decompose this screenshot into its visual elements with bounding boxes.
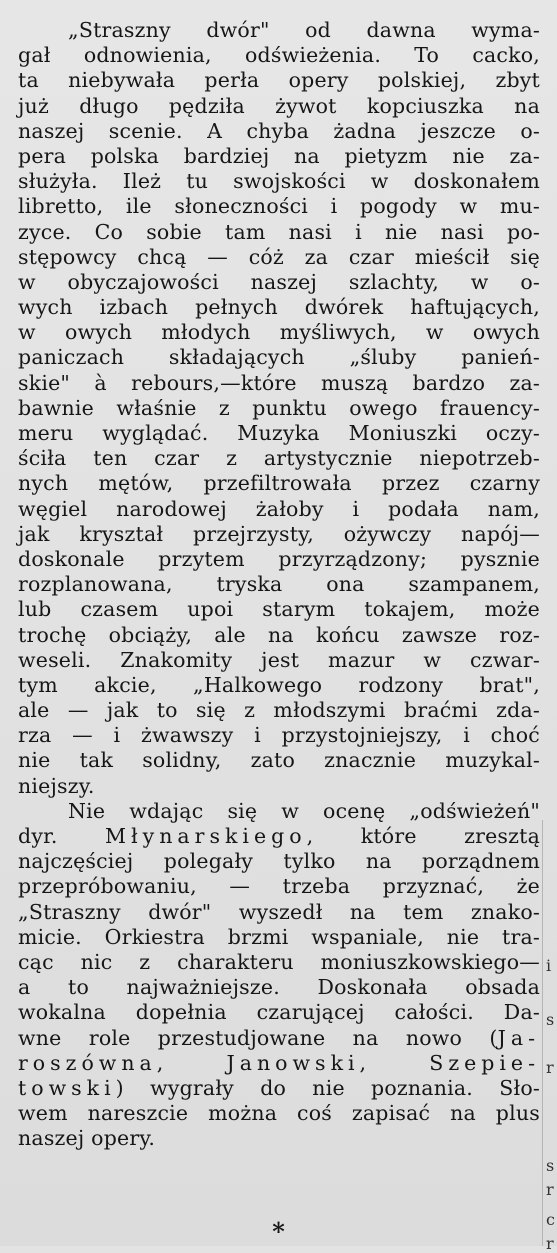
text-line: stępowcy chcą — cóż za czar mieścił się bbox=[18, 244, 540, 269]
text-line: rozplanowana, tryska ona szampanem, bbox=[18, 572, 540, 597]
spaced-name: towski bbox=[18, 1075, 116, 1100]
text-line: zyce. Co sobie tam nasi i nie nasi po- bbox=[18, 219, 540, 244]
text-line: naszej opery. bbox=[18, 1126, 156, 1151]
margin-fragment: s bbox=[546, 1156, 555, 1175]
text-line: cąc nic z charakteru moniuszkowskiego— bbox=[18, 949, 540, 974]
text-line: niejszy. bbox=[18, 773, 95, 798]
text-line: wem nareszcie można coś zapisać na plus bbox=[18, 1101, 540, 1126]
text-line: służyła. Ileż tu swojskości w doskonałem bbox=[18, 169, 540, 194]
paragraph-one bbox=[18, 18, 540, 799]
text-line: rza — i żwawszy i przystojniejszy, i choć bbox=[18, 723, 540, 748]
text-line: naszej scenie. A chyba żadna jeszcze o- bbox=[18, 118, 540, 143]
text-line: „Straszny dwór" wyszedł na tem znako- bbox=[18, 899, 540, 924]
text-line: bawnie właśnie z punktu owego frauency- bbox=[18, 395, 540, 420]
text-line: ale — jak to się z młodszymi braćmi zda- bbox=[18, 698, 540, 723]
text-line: wych izbach pełnych dwórek haftujących, bbox=[18, 295, 540, 320]
spaced-name: Szepie- bbox=[429, 1050, 540, 1075]
text-line: roszówna, Janowski, Szepie- bbox=[18, 1050, 540, 1075]
text-line: wokalna dopełnia czarującej całości. Da- bbox=[18, 1000, 540, 1025]
spaced-name: Młynarskiego bbox=[105, 824, 307, 848]
spaced-name: roszówna bbox=[18, 1050, 157, 1075]
spaced-name: Janowski bbox=[226, 1050, 360, 1075]
section-separator: * bbox=[272, 1217, 285, 1246]
column-rule bbox=[542, 820, 543, 1246]
text-line: „Straszny dwór" od dawna wyma- bbox=[68, 18, 540, 42]
text-line: ta niebywała perła opery polskiej, zbyt bbox=[18, 68, 540, 93]
text-line: Nie wdając się w ocenę „odświeżeń" bbox=[68, 798, 540, 823]
text-line: trochę obciąży, ale na końcu zawsze roz- bbox=[18, 622, 540, 647]
text-line: doskonale przytem przyrządzony; pysznie bbox=[18, 546, 540, 571]
text-line: tym akcie, „Halkowego rodzony brat", bbox=[18, 672, 540, 697]
text-line: dyr. Młynarskiego, które zresztą bbox=[18, 824, 540, 848]
text-line: pera polska bardziej na pietyzm nie za- bbox=[18, 143, 540, 168]
text-line: meru wyglądać. Muzyka Moniuszki oczy- bbox=[18, 421, 540, 445]
text-line: w owych młodych myśliwych, w owych bbox=[18, 320, 540, 345]
margin-fragment: i bbox=[546, 956, 552, 975]
margin-fragment: c bbox=[546, 1210, 555, 1229]
margin-fragment: s bbox=[546, 1010, 555, 1029]
spaced-name: Ja- bbox=[497, 1025, 540, 1050]
text-line: nie tak solidny, zato znacznie muzykal- bbox=[18, 748, 540, 773]
text-line: towski) wygrały do nie poznania. Sło- bbox=[18, 1075, 540, 1100]
text-line: lub czasem upoi starym tokajem, może bbox=[18, 597, 540, 622]
text-line: w obyczajowości naszej szlachty, w o- bbox=[18, 269, 540, 294]
text-line: a to najważniejsze. Doskonała obsada bbox=[18, 975, 540, 1000]
margin-fragment: r bbox=[546, 1234, 554, 1253]
text-line: węgiel narodowej żałoby i podała nam, bbox=[18, 496, 540, 521]
adjacent-column-fragments bbox=[546, 920, 557, 1253]
text-line: już długo pędziła żywot kopciuszka na bbox=[18, 93, 540, 118]
text-line: jak kryształ przejrzysty, ożywczy napój— bbox=[18, 521, 540, 546]
text-line: micie. Orkiestra brzmi wspaniale, nie tra- bbox=[18, 924, 540, 949]
text-line: gał odnowienia, odświeżenia. To cacko, bbox=[18, 43, 540, 68]
text-line: ściła ten czar z artystycznie niepotrzeb- bbox=[18, 446, 540, 471]
text-line: wne role przestudjowane na nowo (Ja- bbox=[18, 1025, 540, 1050]
text-line: nych mętów, przefiltrowała przez czarny bbox=[18, 471, 540, 496]
article-column bbox=[18, 18, 540, 1151]
text-line: najczęściej polegały tylko na porządnem bbox=[18, 849, 540, 874]
margin-fragment: r bbox=[546, 1058, 554, 1077]
margin-fragment: r bbox=[546, 1180, 554, 1199]
text-line: skie" à rebours,—które muszą bardzo za- bbox=[18, 370, 540, 395]
text-line: paniczach składających „śluby panień- bbox=[18, 345, 540, 370]
paragraph-two bbox=[18, 799, 540, 1152]
text-line: weseli. Znakomity jest mazur w czwar- bbox=[18, 647, 540, 672]
text-line: libretto, ile słoneczności i pogody w mu- bbox=[18, 194, 540, 219]
text-line: przepróbowaniu, — trzeba przyznać, że bbox=[18, 874, 540, 899]
